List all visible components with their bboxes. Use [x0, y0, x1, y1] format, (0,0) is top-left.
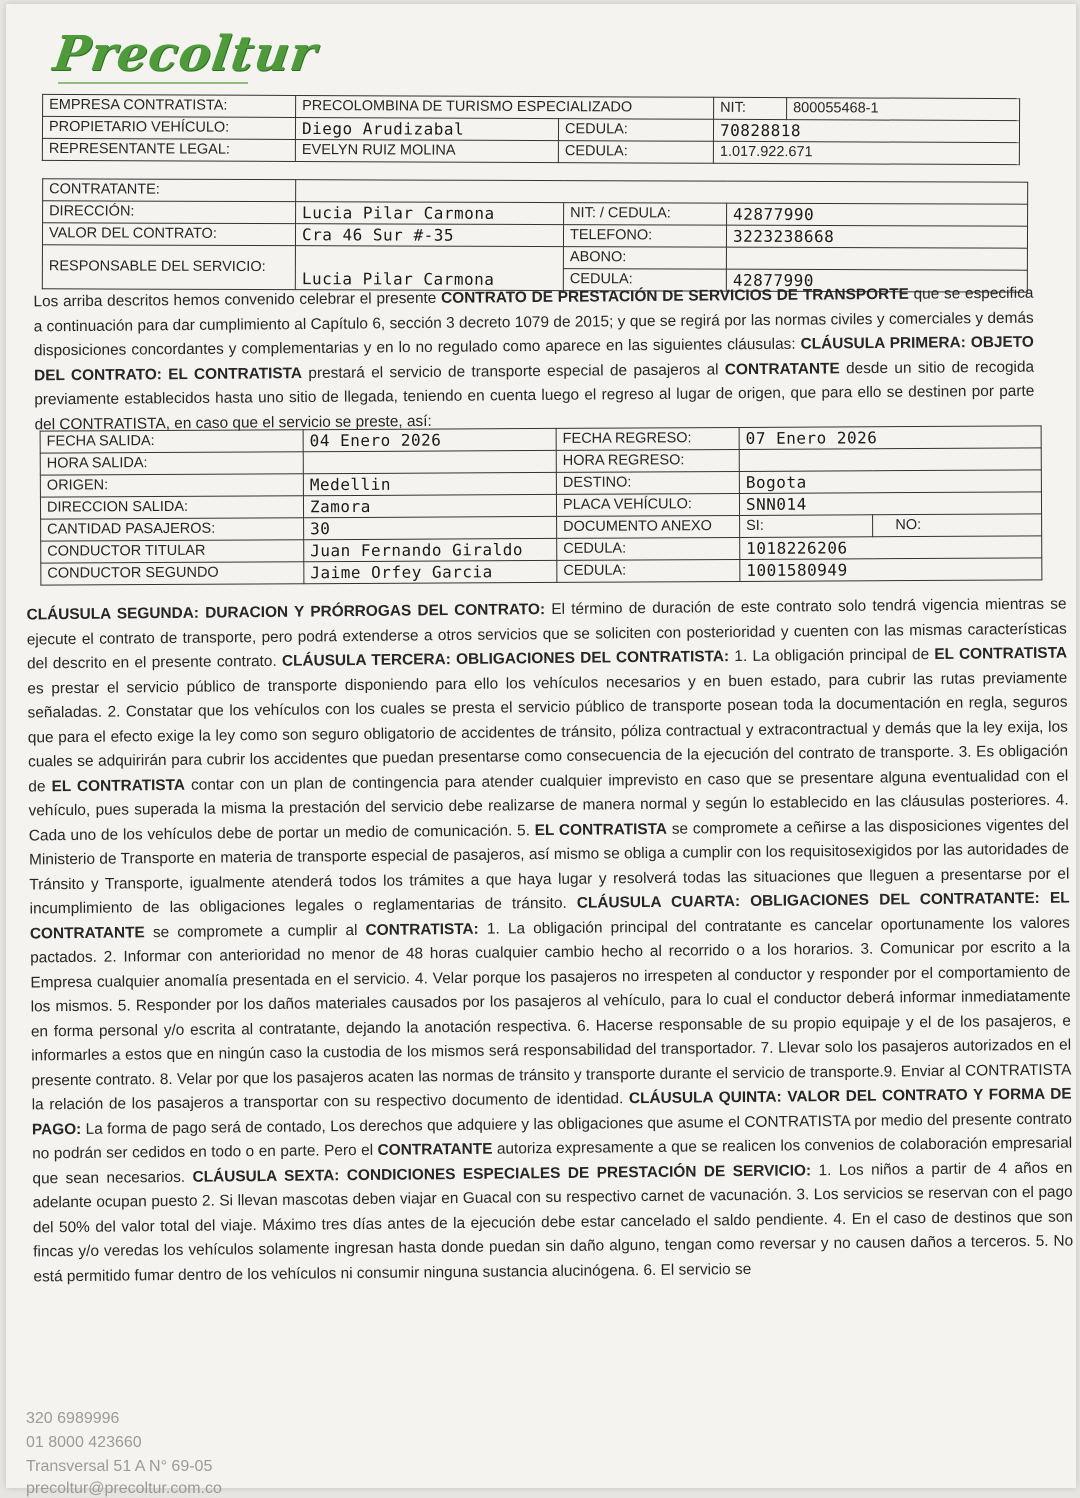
contract-page [6, 4, 1076, 1497]
intro-text [33, 282, 1034, 438]
cedula-segundo-label: CEDULA: [557, 559, 740, 582]
clause-6-text: 1. Los niños a partir de 4 años en adelante ocupan puesto 2. Si llevan mascotas deben viajar en Guacal con su respectivo carnet de vacunación. 3. Los servicios se reservan con el pago del 50% del valor total del viaje. Máximo tres días antes de la ejecución debe estar cancelado el saldo pendiente. 4. En el caso de destinos que son fincas y/o veredas los vehículos solamente ingresan hasta donde puedan sin daño alguno, tengan como reversar y no causen daños a terceros. 5. No está permitido fumar dentro de los vehículos ni consumir ninguna sustancia alucinógena. 6. El servicio se [32, 1159, 1074, 1285]
clause-3-d: EL CONTRATISTA [51, 776, 186, 795]
origen-label: ORIGEN: [40, 474, 303, 497]
clause-5-b: CONTRATANTE [377, 1140, 493, 1159]
contratante-label: CONTRATANTE: [43, 179, 296, 202]
empresa-value: PRECOLOMBINA DE TURISMO ESPECIALIZADO [296, 95, 714, 119]
clause-6-title: CLÁUSULA SEXTA: CONDICIONES ESPECIALES DE PRESTACIÓN DE SERVICIO: [192, 1161, 812, 1186]
representante-value: EVELYN RUIZ MOLINA [295, 139, 558, 162]
cedula-label-contratante: CEDULA: [563, 269, 726, 292]
clause-3-a: 1. La obligación principal de [728, 645, 935, 666]
clause-4-title: CLÁUSULA CUARTA: OBLIGACIONES DEL CONTRATANTE: EL CONTRATANTE [29, 889, 1070, 942]
responsable-value: Lucia Pilar Carmona [295, 246, 563, 291]
footer-web: precoltur@precoltur.com.co [26, 1480, 222, 1497]
valor-value: Cra 46 Sur #-35 [295, 224, 563, 247]
propietario-value: Diego Arudizabal [295, 117, 558, 140]
direccion-salida-value: Zamora [303, 494, 556, 517]
destino-value: Bogota [739, 470, 1041, 494]
hora-regreso-label: HORA REGRESO: [556, 449, 739, 472]
documento-label: DOCUMENTO ANEXO [557, 515, 740, 538]
cedula-value-2: 1.017.922.671 [713, 141, 1019, 164]
company-table [42, 94, 1020, 165]
responsable-label: RESPONSABLE DEL SERVICIO: [42, 245, 295, 290]
nit-cedula-label: NIT: / CEDULA: [564, 203, 727, 226]
intro-p1-b: CONTRATO DE PRESTACIÓN DE SERVICIOS DE TRANSPORTE [440, 285, 909, 307]
clauses-text [26, 593, 1073, 1290]
clause-1-b: CONTRATANTE [724, 359, 840, 378]
company-logo: Precoltur [50, 26, 321, 82]
trip-table [40, 425, 1043, 585]
cedula-label-2: CEDULA: [558, 141, 713, 164]
telefono-value: 3223238668 [726, 225, 1027, 248]
clause-2-text: El término de duración de este contrato solo tendrá vigencia mientras se ejecute el contrato de transporte, pero podrá extenderse a otros servicios que se soliciten con posterioridad y cuenten con las mismas características del descrito en el presente contrato. [26, 595, 1067, 673]
clause-3-e: contar con un plan de contingencia para atender cualquier imprevisto en caso que se presentare alguna eventualidad con el vehículo, pues superada la misma la prestación del servicio debe realizarse de manera normal y según lo establecido en las cláusulas posteriores. 4. Cada uno de los vehículos debe de portar un medio de comunicación. 5. [28, 767, 1069, 844]
nit-cedula-value: 42877990 [727, 203, 1028, 226]
intro-p1-c: que se especifica a continuación para dar cumplimiento al Capítulo 6, sección 3 decreto 1079 de 2015; y que se regirá por las normas civiles y comerciales y demás disposiciones concordantes y complementarias y en lo no regulado como aparece en las siguientes cláusulas: [33, 284, 1034, 360]
clause-5-c: autoriza expresamente a que se realicen los convenios de colaboración empresarial que sean necesarios. [32, 1134, 1073, 1187]
clause-2-title: CLÁUSULA SEGUNDA: DURACION Y PRÓRROGAS DEL CONTRATO: [26, 601, 546, 624]
clause-5-title: CLÁUSULA QUINTA: VALOR DEL CONTRATO Y FORMA DE PAGO: [31, 1085, 1072, 1138]
contratante-table [42, 178, 1028, 292]
nit-label: NIT: [714, 97, 787, 119]
footer-toll-free: 01 8000 423660 [26, 1434, 142, 1451]
pasajeros-value: 30 [304, 516, 557, 539]
clause-3-g: se compromete a ceñirse a las disposiciones vigentes del Ministerio de Transporte en materia de transporte especial de pasajeros, así mismo se obliga a cumplir con los requisitosexigidos por las autoridades de Tránsito y Transporte, igualmente atenderá todos los trámites a que haya lugar y resolverá todas las situaciones que lleguen a presentarse por el incumplimiento de las obligaciones legales o reglamentarias de tránsito. [29, 816, 1070, 918]
conductor-segundo-label: CONDUCTOR SEGUNDO [41, 562, 304, 585]
hora-salida-label: HORA SALIDA: [40, 452, 303, 475]
fecha-regreso-label: FECHA REGRESO: [556, 427, 739, 450]
abono-value [726, 247, 1027, 270]
origen-value: Medellin [303, 472, 556, 495]
pasajeros-label: CANTIDAD PASAJEROS: [41, 518, 304, 541]
direccion-salida-label: DIRECCION SALIDA: [40, 496, 303, 519]
cedula-titular-value: 1018226206 [740, 536, 1042, 560]
hora-salida-value [303, 450, 556, 473]
conductor-titular-value: Juan Fernando Giraldo [304, 538, 557, 561]
clause-4-c: 1. La obligación principal del contratante es cancelar oportunamente los valores pactados. 2. Informar con anterioridad no menor de 48 horas cualquier cambio hecho al recorrido o a los horarios. 3. Comunicar por escrito a la Empresa cualquier anomalía presentada en el servicio. 4. Velar porque los pasajeros no irrespeten al conductor y responder por el comportamiento de los mismos. 5. Responder por los daños materiales causados por los pasajeros al vehículo, para lo cual el conductor deberá informar inmediatamente en forma personal y/o escrita al contratante, dejando la anotación respectiva. 6. Hacerse responsable de su propio equipaje y el de los pasajeros, e informarles a estos que en ningún caso la custodia de los mismos será responsabilidad del transportador. 7. Llevar solo los pasajeros autorizados en el presente contrato. 8. Velar por que los pasajeros acaten las normas de tránsito y transporte durante el servicio de transporte.9. Enviar al CONTRATISTA la relación de los pasajeros a transportar con su respectivo documento de identidad. [30, 914, 1072, 1114]
placa-label: PLACA VEHÍCULO: [556, 493, 739, 516]
clause-4-a: se compromete a cumplir al [144, 921, 366, 941]
valor-label: VALOR DEL CONTRATO: [42, 223, 295, 246]
destino-label: DESTINO: [556, 471, 739, 494]
nit-value: 800055468-1 [787, 98, 1020, 121]
clause-1-c: desde un sitio de recogida previamente establecidos hasta uno sitio de llegada, teniendo en cuenta luego el regreso al lugar de origen, que para ello se destinen por parte del CONTRATISTA, en caso que el servicio se preste, así: [34, 358, 1035, 433]
footer-phone: 320 6989996 [26, 1410, 120, 1427]
placa-value: SNN014 [739, 492, 1041, 516]
conductor-titular-label: CONDUCTOR TITULAR [41, 540, 304, 563]
clause-5-a: La forma de pago será de contado, Los derechos que adquiere y las obligaciones que asume el CONTRATISTA por medio del presente contrato no podrán ser cedidos en todo o en parte. Pero el [32, 1110, 1072, 1163]
conductor-segundo-value: Jaime Orfey Garcia [304, 560, 557, 583]
fecha-salida-value: 04 Enero 2026 [303, 428, 556, 451]
cedula-value-contratante: 42877990 [726, 269, 1027, 292]
propietario-label: PROPIETARIO VEHÍCULO: [42, 116, 295, 139]
clause-1-title: CLÁUSULA PRIMERA: OBJETO DEL CONTRATO: EL CONTRATISTA [34, 333, 1034, 384]
telefono-label: TELEFONO: [563, 225, 726, 248]
si-label: SI: [740, 515, 873, 538]
fecha-salida-label: FECHA SALIDA: [40, 430, 303, 453]
hora-regreso-value [739, 448, 1041, 472]
direccion-value: Lucia Pilar Carmona [296, 202, 564, 225]
cedula-label-1: CEDULA: [558, 119, 713, 142]
direccion-label: DIRECCIÓN: [43, 201, 296, 224]
fecha-regreso-value: 07 Enero 2026 [739, 426, 1041, 450]
clause-1-a: prestará el servicio de transporte especial de pasajeros al [301, 360, 725, 382]
cedula-segundo-value: 1001580949 [740, 558, 1042, 582]
intro-p1-a: Los arriba descritos hemos convenido celebrar el presente [33, 289, 442, 311]
empresa-label: EMPRESA CONTRATISTA: [43, 94, 296, 117]
representante-label: REPRESENTANTE LEGAL: [42, 138, 295, 161]
cedula-value-1: 70828818 [713, 119, 1019, 142]
clause-3-title: CLÁUSULA TERCERA: OBLIGACIONES DEL CONTRATISTA: [281, 648, 730, 670]
no-label: NO: [873, 514, 1042, 537]
clause-4-b: CONTRATISTA: [365, 920, 479, 939]
abono-label: ABONO: [563, 247, 726, 270]
logo-underline [58, 82, 248, 84]
clause-3-b: EL CONTRATISTA [934, 644, 1068, 663]
cedula-titular-label: CEDULA: [557, 537, 740, 560]
clause-3-f: EL CONTRATISTA [534, 820, 668, 839]
clause-3-c: es prestar el servicio público de transporte disponiendo para ello los vehículos necesarios y en buen estado, para cubrir las rutas previamente señaladas. 2. Constatar que los vehículos con los cuales se presta el servicio público de transporte posean toda la documentación en regla, seguros que para el efecto exige la ley como son seguro obligatorio de accidentes de tránsito, póliza contractual y extracontractual y demás que la ley exija, los cuales se adquirirán para cubrir los accidentes que puedan presentarse como consecuencia de la ejecución del contrato de transporte. 3. Es obligación de [27, 669, 1069, 795]
footer-address: Transversal 51 A N° 69-05 [26, 1458, 213, 1475]
contratante-empty [296, 180, 1028, 205]
